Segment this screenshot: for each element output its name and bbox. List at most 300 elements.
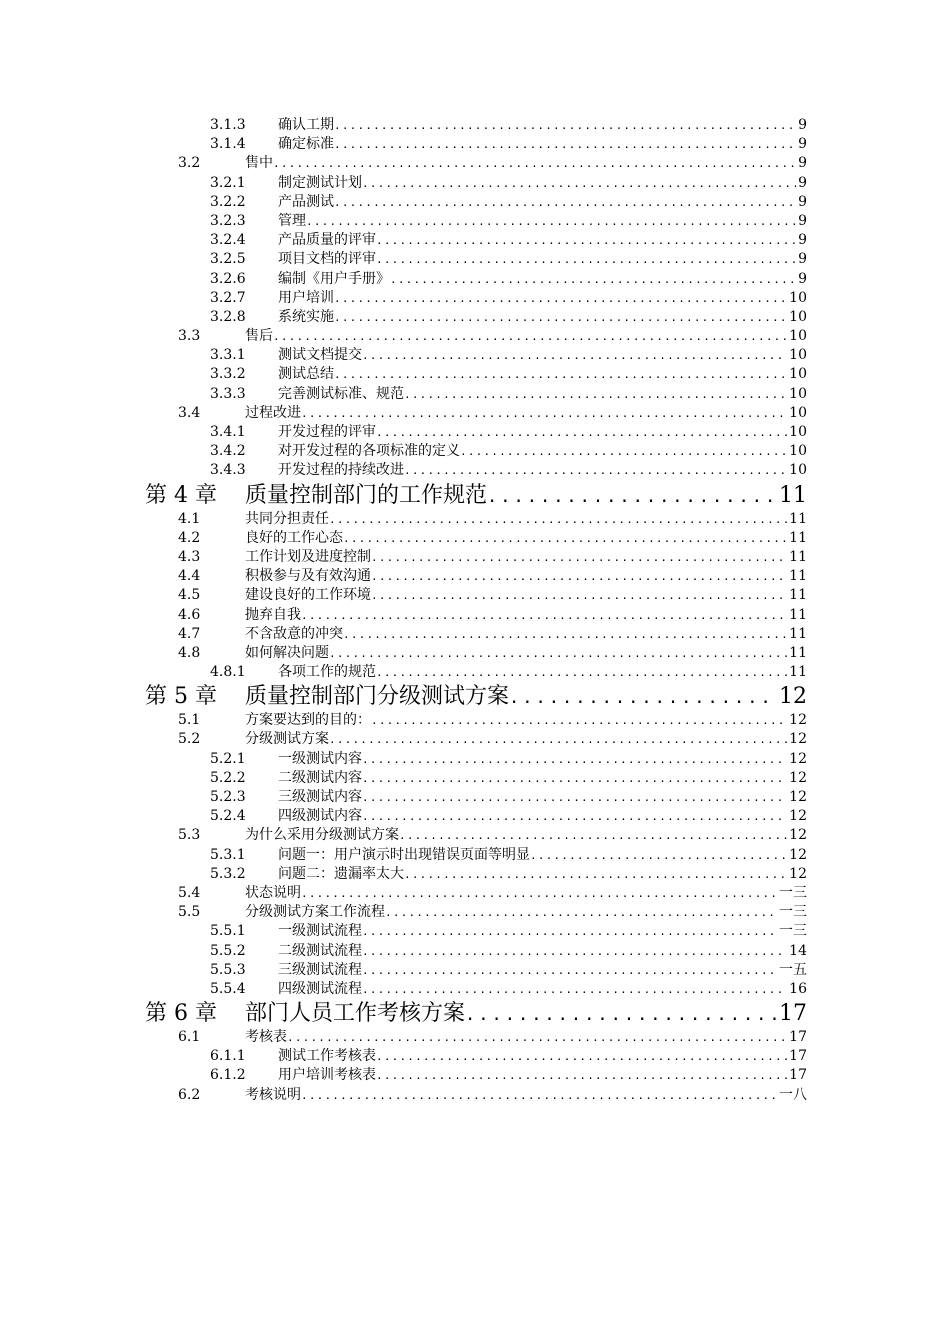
toc-dot-leader	[301, 404, 787, 423]
toc-entry[interactable]	[0, 250, 950, 269]
toc-entry-leader	[278, 788, 807, 807]
toc-entry[interactable]	[0, 529, 950, 548]
toc-entry-page: 11	[789, 644, 807, 661]
toc-entry-title: 确认工期	[278, 117, 334, 133]
toc-entry-page: 9	[798, 155, 807, 172]
toc-entry-leader	[278, 865, 807, 884]
toc-entry-title: 良好的工作心态	[245, 529, 343, 546]
toc-entry-page: 9	[798, 136, 807, 153]
toc-entry-page: 12	[789, 808, 807, 825]
toc-entry-leader	[278, 365, 807, 384]
toc-dot-leader	[362, 807, 787, 826]
toc-entry-title: 部门人员工作考核方案	[245, 1001, 466, 1027]
toc-entry-leader	[278, 193, 807, 212]
toc-entry-leader	[278, 116, 807, 135]
toc-entry[interactable]	[0, 567, 950, 586]
toc-entry-leader	[278, 1047, 807, 1066]
toc-entry-leader	[245, 548, 807, 567]
toc-entry[interactable]	[0, 327, 950, 346]
toc-entry[interactable]	[0, 461, 950, 480]
toc-entry-title: 分级测试方案工作流程	[245, 904, 385, 921]
toc-entry-number: 3.4.2	[210, 443, 246, 460]
toc-entry-title: 问题二：遗漏率太大	[278, 865, 404, 882]
toc-entry-number: 3.3.1	[210, 347, 246, 364]
toc-entry-page: 12	[789, 731, 807, 748]
toc-entry[interactable]	[0, 154, 950, 173]
toc-entry-title: 完善测试标准、规范	[278, 385, 404, 402]
toc-entry-leader	[245, 1028, 807, 1047]
toc-entry-page: 17	[789, 1067, 807, 1084]
toc-dot-leader	[334, 135, 796, 154]
toc-entry-leader	[245, 644, 807, 663]
toc-entry-leader	[278, 922, 807, 941]
toc-entry-leader	[245, 999, 807, 1030]
toc-entry-title: 为什么采用分级测试方案	[245, 827, 399, 844]
toc-entry-number: 3.3.3	[210, 385, 246, 402]
toc-chapter-entry[interactable]	[0, 481, 950, 510]
toc-entry-page: 10	[789, 424, 807, 440]
toc-entry-number: 5.5.2	[210, 942, 246, 959]
toc-entry-title: 一级测试内容	[278, 750, 362, 767]
toc-entry-title: 开发过程的持续改进	[278, 462, 404, 479]
toc-entry-leader	[278, 769, 807, 788]
toc-dot-leader	[334, 116, 796, 135]
toc-entry[interactable]	[0, 289, 950, 308]
toc-dot-leader	[376, 1047, 787, 1066]
toc-entry-title: 测试文档提交	[278, 347, 362, 364]
toc-entry[interactable]	[0, 980, 950, 999]
toc-entry-number: 5.5.3	[210, 961, 246, 978]
toc-entry-page: 11	[789, 587, 807, 604]
toc-dot-leader	[460, 442, 787, 461]
toc-entry[interactable]	[0, 711, 950, 730]
toc-dot-leader	[273, 154, 796, 173]
toc-entry-leader	[245, 567, 807, 586]
toc-entry-page: 一三	[779, 923, 807, 940]
toc-entry-leader	[278, 135, 807, 154]
toc-entry[interactable]	[0, 788, 950, 807]
toc-entry[interactable]	[0, 135, 950, 154]
toc-entry-title: 如何解决问题	[245, 644, 329, 661]
toc-entry-page: 12	[789, 865, 807, 882]
toc-entry-page: 12	[789, 712, 807, 729]
toc-entry-number: 第 6 章	[145, 1001, 217, 1027]
toc-dot-leader	[334, 193, 796, 212]
toc-entry-number: 3.3	[178, 328, 201, 345]
toc-entry-number: 5.3	[178, 827, 201, 844]
toc-entry-number: 4.8.1	[210, 664, 246, 681]
toc-entry-leader	[245, 481, 807, 512]
toc-dot-leader	[404, 865, 787, 884]
toc-entry-page: 12	[789, 789, 807, 805]
toc-entry-number: 5.5	[178, 904, 201, 921]
toc-entry-page: 12	[789, 846, 807, 863]
toc-entry-number: 3.2.5	[210, 251, 246, 268]
toc-entry-leader	[278, 231, 807, 250]
toc-dot-leader	[362, 174, 796, 193]
toc-dot-leader	[362, 750, 787, 769]
toc-entry-number: 6.2	[178, 1086, 201, 1103]
toc-entry-title: 二级测试流程	[278, 942, 362, 959]
toc-entry-title: 分级测试方案	[245, 731, 329, 748]
toc-entry-number: 4.7	[178, 625, 201, 642]
toc-entry-leader	[245, 730, 807, 749]
toc-entry-page: 9	[798, 251, 807, 268]
toc-entry-leader	[278, 442, 807, 461]
toc-entry-page: 9	[798, 232, 807, 249]
toc-dot-leader	[362, 922, 777, 941]
toc-entry-title: 质量控制部门分级测试方案	[245, 684, 510, 710]
toc-entry-leader	[278, 980, 807, 999]
toc-dot-leader	[376, 231, 796, 250]
toc-entry-leader	[278, 385, 807, 404]
toc-entry[interactable]	[0, 750, 950, 769]
toc-entry[interactable]	[0, 865, 950, 884]
toc-entry-title: 不含敌意的冲突	[245, 625, 343, 642]
toc-dot-leader	[362, 788, 787, 807]
toc-entry-number: 4.8	[178, 644, 201, 661]
toc-entry-title: 建设良好的工作环境	[245, 587, 371, 604]
toc-entry-title: 产品质量的评审	[278, 232, 376, 249]
toc-entry-page: 一八	[779, 1086, 807, 1103]
toc-entry-leader	[245, 625, 807, 644]
toc-entry[interactable]	[0, 846, 950, 865]
toc-entry[interactable]	[0, 769, 950, 788]
toc-dot-leader	[371, 586, 787, 605]
toc-entry-title: 系统实施	[278, 308, 334, 325]
toc-entry-page: 10	[789, 289, 807, 306]
toc-entry[interactable]	[0, 1028, 950, 1047]
table-of-contents	[0, 116, 950, 1105]
toc-entry-leader	[278, 250, 807, 269]
toc-entry[interactable]	[0, 442, 950, 461]
toc-dot-leader	[343, 529, 787, 548]
toc-entry[interactable]	[0, 644, 950, 663]
toc-dot-leader	[376, 663, 787, 682]
toc-chapter-entry[interactable]	[0, 999, 950, 1028]
toc-entry-number: 4.5	[178, 587, 201, 604]
toc-entry-title: 产品测试	[278, 193, 334, 210]
toc-entry-page: 一三	[779, 884, 807, 901]
toc-entry[interactable]	[0, 116, 950, 135]
toc-entry[interactable]	[0, 193, 950, 212]
toc-entry-leader	[245, 327, 807, 346]
toc-chapter-entry[interactable]	[0, 682, 950, 711]
toc-dot-leader	[334, 308, 787, 327]
toc-entry[interactable]	[0, 730, 950, 749]
toc-dot-leader	[362, 942, 787, 961]
toc-entry[interactable]	[0, 586, 950, 605]
toc-entry-leader	[278, 423, 807, 442]
toc-entry-page: 9	[798, 117, 807, 133]
toc-entry-number: 5.2.3	[210, 789, 246, 805]
toc-entry-page: 11	[779, 482, 807, 508]
toc-entry-number: 6.1.1	[210, 1048, 246, 1065]
toc-entry[interactable]	[0, 1086, 950, 1105]
toc-entry-title: 三级测试内容	[278, 789, 362, 805]
toc-entry[interactable]	[0, 423, 950, 442]
toc-entry-page: 10	[789, 328, 807, 345]
toc-entry-title: 共同分担责任	[245, 510, 329, 527]
toc-entry-number: 5.2.1	[210, 750, 246, 767]
toc-dot-leader	[362, 980, 787, 999]
toc-entry-number: 6.1.2	[210, 1067, 246, 1084]
toc-dot-leader	[362, 346, 787, 365]
toc-entry-number: 3.2.2	[210, 193, 246, 210]
toc-dot-leader	[343, 625, 787, 644]
toc-dot-leader	[334, 289, 787, 308]
toc-entry-number: 第 4 章	[145, 482, 217, 508]
toc-dot-leader	[404, 385, 787, 404]
toc-entry[interactable]	[0, 625, 950, 644]
toc-entry-page: 12	[789, 769, 807, 786]
toc-entry-page: 11	[789, 664, 807, 681]
toc-entry-number: 3.2.4	[210, 232, 246, 249]
toc-entry-number: 3.4	[178, 404, 201, 421]
toc-entry-title: 积极参与及有效沟通	[245, 568, 371, 585]
toc-entry-leader	[278, 289, 807, 308]
toc-entry-page: 12	[779, 684, 807, 710]
toc-entry-title: 测试工作考核表	[278, 1048, 376, 1065]
toc-entry-leader	[245, 711, 807, 730]
toc-entry-title: 项目文档的评审	[278, 251, 376, 268]
toc-entry-number: 4.2	[178, 529, 201, 546]
toc-entry-number: 5.2	[178, 731, 201, 748]
toc-entry-number: 5.3.2	[210, 865, 246, 882]
toc-entry-leader	[245, 404, 807, 423]
toc-entry[interactable]	[0, 1066, 950, 1085]
toc-entry[interactable]	[0, 826, 950, 845]
toc-entry[interactable]	[0, 548, 950, 567]
toc-entry-page: 12	[789, 827, 807, 844]
toc-entry-page: 9	[798, 174, 807, 191]
toc-entry[interactable]	[0, 922, 950, 941]
toc-entry-leader	[245, 682, 807, 713]
toc-dot-leader	[371, 711, 787, 730]
toc-entry-leader	[245, 606, 807, 625]
toc-entry-title: 问题一：用户演示时出现错误页面等明显	[278, 846, 530, 863]
toc-entry-page: 10	[789, 462, 807, 479]
toc-dot-leader	[329, 644, 787, 663]
toc-dot-leader	[371, 567, 787, 586]
toc-entry-title: 考核表	[245, 1029, 287, 1046]
toc-entry-page: 11	[789, 510, 807, 527]
toc-entry[interactable]	[0, 212, 950, 231]
toc-entry-page: 11	[789, 548, 807, 565]
toc-entry-title: 用户培训考核表	[278, 1067, 376, 1084]
toc-entry-page: 10	[789, 385, 807, 402]
toc-entry[interactable]	[0, 903, 950, 922]
toc-entry-title: 管理	[278, 212, 306, 229]
toc-dot-leader	[301, 606, 787, 625]
toc-dot-leader	[287, 1028, 787, 1047]
toc-entry[interactable]	[0, 663, 950, 682]
toc-dot-leader	[376, 1066, 787, 1085]
toc-entry[interactable]	[0, 365, 950, 384]
toc-entry[interactable]	[0, 346, 950, 365]
toc-entry-leader	[278, 1066, 807, 1085]
toc-dot-leader	[362, 769, 787, 788]
toc-entry-page: 9	[798, 193, 807, 210]
toc-entry-leader	[278, 942, 807, 961]
toc-entry-number: 3.4.3	[210, 462, 246, 479]
toc-entry[interactable]	[0, 404, 950, 423]
toc-entry-title: 开发过程的评审	[278, 424, 376, 440]
toc-entry[interactable]	[0, 884, 950, 903]
toc-entry-number: 第 5 章	[145, 684, 217, 710]
toc-entry-title: 方案要达到的目的：	[245, 712, 371, 729]
toc-entry-title: 四级测试流程	[278, 980, 362, 997]
toc-entry-number: 3.2.6	[210, 270, 246, 287]
toc-dot-leader	[301, 884, 777, 903]
toc-entry-title: 状态说明	[245, 884, 301, 901]
toc-entry-page: 9	[798, 270, 807, 287]
toc-entry-number: 5.5.1	[210, 923, 246, 940]
toc-dot-leader	[329, 730, 787, 749]
toc-dot-leader	[390, 270, 796, 289]
toc-entry-leader	[278, 174, 807, 193]
toc-entry[interactable]	[0, 961, 950, 980]
toc-entry-leader	[278, 846, 807, 865]
toc-entry-page: 14	[789, 942, 807, 959]
toc-entry[interactable]	[0, 606, 950, 625]
toc-entry-number: 6.1	[178, 1029, 201, 1046]
toc-entry-number: 5.2.4	[210, 808, 246, 825]
toc-entry-number: 3.1.4	[210, 136, 246, 153]
toc-entry-leader	[278, 461, 807, 480]
toc-entry-number: 5.2.2	[210, 769, 246, 786]
toc-entry-page: 17	[789, 1029, 807, 1046]
toc-entry-title: 确定标准	[278, 136, 334, 153]
toc-entry-number: 3.2.1	[210, 174, 246, 191]
toc-entry-title: 各项工作的规范	[278, 664, 376, 681]
toc-entry-leader	[278, 807, 807, 826]
toc-entry-page: 11	[789, 529, 807, 546]
toc-entry[interactable]	[0, 942, 950, 961]
toc-dot-leader	[329, 510, 787, 529]
toc-entry-leader	[245, 154, 807, 173]
toc-dot-leader	[273, 327, 787, 346]
toc-entry-page: 11	[789, 625, 807, 642]
toc-entry[interactable]	[0, 1047, 950, 1066]
toc-entry-page: 11	[789, 568, 807, 585]
toc-entry-number: 3.1.3	[210, 117, 246, 133]
toc-entry-leader	[245, 1086, 807, 1105]
toc-entry-leader	[245, 826, 807, 845]
toc-dot-leader	[376, 423, 787, 442]
toc-entry-number: 3.3.2	[210, 366, 246, 383]
toc-entry-title: 一级测试流程	[278, 923, 362, 940]
toc-entry-title: 考核说明	[245, 1086, 301, 1103]
toc-entry-page: 11	[789, 606, 807, 623]
toc-entry-title: 测试总结	[278, 366, 334, 383]
toc-entry-title: 三级测试流程	[278, 961, 362, 978]
toc-entry-leader	[278, 346, 807, 365]
toc-entry-number: 5.5.4	[210, 980, 246, 997]
toc-dot-leader	[530, 846, 787, 865]
toc-entry[interactable]	[0, 174, 950, 193]
toc-entry-page: 10	[789, 443, 807, 460]
toc-entry-leader	[245, 586, 807, 605]
toc-entry-number: 4.3	[178, 548, 201, 565]
toc-dot-leader	[376, 250, 796, 269]
toc-entry-title: 对开发过程的各项标准的定义	[278, 443, 460, 460]
toc-dot-leader	[371, 548, 787, 567]
toc-entry-leader	[278, 308, 807, 327]
toc-dot-leader	[399, 826, 787, 845]
toc-entry-title: 制定测试计划	[278, 174, 362, 191]
toc-entry-number: 3.2	[178, 155, 201, 172]
toc-entry-page: 17	[789, 1048, 807, 1065]
toc-entry-title: 四级测试内容	[278, 808, 362, 825]
toc-entry-leader	[278, 270, 807, 289]
toc-entry-leader	[245, 884, 807, 903]
toc-entry-title: 编制《用户手册》	[278, 270, 390, 287]
toc-entry[interactable]	[0, 308, 950, 327]
toc-dot-leader	[362, 961, 777, 980]
toc-dot-leader	[465, 1001, 777, 1030]
toc-dot-leader	[385, 903, 777, 922]
toc-entry-page: 10	[789, 347, 807, 364]
toc-entry-page: 10	[789, 404, 807, 421]
toc-entry[interactable]	[0, 231, 950, 250]
toc-entry[interactable]	[0, 270, 950, 289]
toc-entry-title: 工作计划及进度控制	[245, 548, 371, 565]
toc-entry-leader	[245, 510, 807, 529]
toc-dot-leader	[404, 461, 787, 480]
toc-entry-title: 质量控制部门的工作规范	[245, 482, 488, 508]
toc-entry-leader	[245, 529, 807, 548]
toc-entry-page: 16	[789, 980, 807, 997]
toc-entry-title: 售中	[245, 155, 273, 172]
toc-dot-leader	[334, 365, 787, 384]
toc-entry[interactable]	[0, 510, 950, 529]
toc-entry-number: 3.4.1	[210, 424, 246, 440]
toc-entry-page: 10	[789, 308, 807, 325]
toc-entry-number: 3.2.7	[210, 289, 246, 306]
toc-entry-page: 12	[789, 750, 807, 767]
toc-entry-title: 售后	[245, 328, 273, 345]
toc-entry-title: 抛弃自我	[245, 606, 301, 623]
toc-entry-number: 5.3.1	[210, 846, 246, 863]
toc-entry-number: 4.1	[178, 510, 201, 527]
toc-entry-page: 17	[779, 1001, 807, 1027]
toc-entry-number: 3.2.3	[210, 212, 246, 229]
toc-entry-title: 二级测试内容	[278, 769, 362, 786]
toc-dot-leader	[509, 684, 777, 713]
toc-entry-title: 过程改进	[245, 404, 301, 421]
toc-entry-leader	[278, 212, 807, 231]
toc-entry-number: 5.1	[178, 712, 201, 729]
toc-entry-leader	[278, 750, 807, 769]
toc-entry-number: 4.6	[178, 606, 201, 623]
toc-entry-number: 4.4	[178, 568, 201, 585]
toc-entry-title: 用户培训	[278, 289, 334, 306]
toc-entry-page: 10	[789, 366, 807, 383]
toc-dot-leader	[487, 483, 777, 512]
toc-dot-leader	[301, 1086, 777, 1105]
toc-entry-number: 3.2.8	[210, 308, 246, 325]
toc-entry-leader	[245, 903, 807, 922]
toc-dot-leader	[306, 212, 796, 231]
toc-entry-page: 一五	[779, 961, 807, 978]
toc-entry-number: 5.4	[178, 884, 201, 901]
toc-entry[interactable]	[0, 807, 950, 826]
toc-entry-leader	[278, 961, 807, 980]
toc-entry-page: 一三	[779, 904, 807, 921]
toc-entry-leader	[278, 663, 807, 682]
toc-entry[interactable]	[0, 385, 950, 404]
